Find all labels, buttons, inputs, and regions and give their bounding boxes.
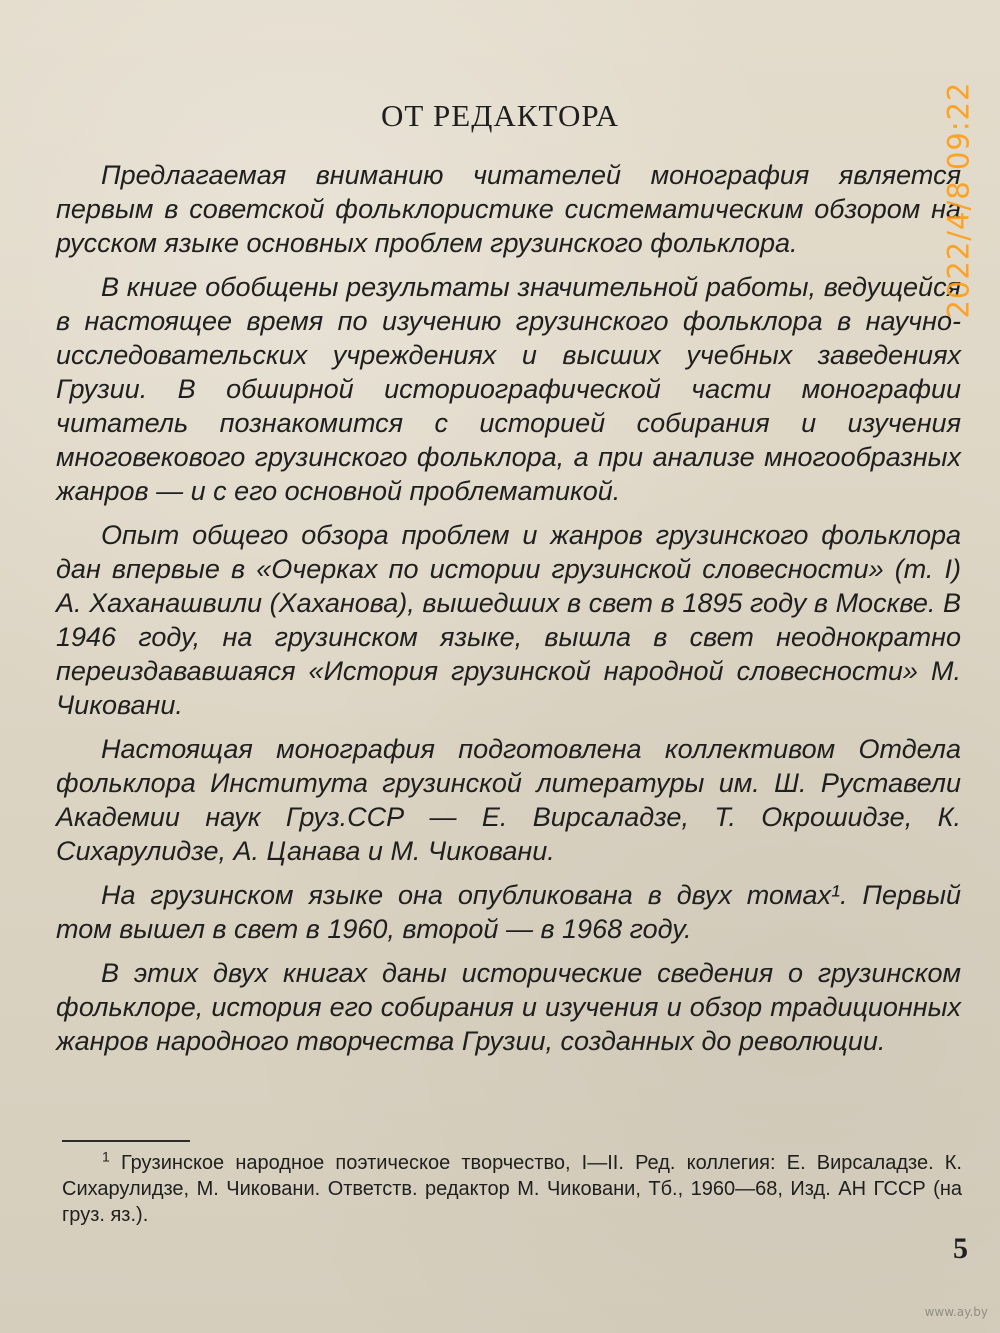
paragraph-5: На грузинском языке она опубликована в двух томах¹. Первый том вышел в свет в 1960, второй — в 1968 году. bbox=[56, 880, 961, 944]
footnote-text: Грузинское народное поэтическое творчество, I—II. Ред. коллегия: Е. Вирсаладзе. К. Сихарулидзе, М. Чиковани. Ответств. редактор М. Чиковани, Тб., 1960—68, Изд. АН ГССР (на груз. яз.). bbox=[62, 1152, 962, 1226]
footnote-divider bbox=[62, 1140, 190, 1142]
body-text bbox=[56, 158, 961, 1068]
photo-timestamp-text: 2022/4/8 09:22 bbox=[942, 81, 977, 319]
paragraph-4: Настоящая монография подготовлена коллективом Отдела фольклора Института грузинской литературы им. Ш. Руставели Академии наук Груз.ССР — Е. Вирсаладзе, Т. Окрошидзе, К. Сихарулидзе, А. Цанава и М. Чиковани. bbox=[56, 734, 961, 866]
footnote bbox=[62, 1150, 962, 1228]
site-watermark: www.ay.by bbox=[924, 1305, 988, 1319]
paragraph-2: В книге обобщены результаты значительной работы, ведущейся в настоящее время по изучению грузинского фольклора в научно-исследовательских учреждениях и высших учебных заведениях Грузии. В обширной историографической части монографии читатель познакомится с историей собирания и изучения многовекового грузинского фольклора, а при анализе многообразных жанров — и с его основной проблематикой. bbox=[56, 272, 961, 506]
page-title: ОТ РЕДАКТОРА bbox=[380, 98, 620, 133]
page-number: 5 bbox=[953, 1232, 968, 1265]
footnote-marker: 1 bbox=[102, 1148, 110, 1165]
paragraph-1: Предлагаемая вниманию читателей монография является первым в советской фольклористике систематическим обзором на русском языке основных проблем грузинского фольклора. bbox=[56, 160, 961, 258]
paragraph-6: В этих двух книгах даны исторические сведения о грузинском фольклоре, история его собирания и изучения и обзор традиционных жанров народного творчества Грузии, созданных до революции. bbox=[56, 958, 961, 1056]
paragraph-3: Опыт общего обзора проблем и жанров грузинского фольклора дан впервые в «Очерках по истории грузинской словесности» (т. I) А. Хаханашвили (Хаханова), вышедших в свет в 1895 году в Москве. В 1946 году, на грузинском языке, вышла в свет неоднократно переиздававшаяся «История грузинской народной словесности» М. Чиковани. bbox=[56, 520, 961, 720]
photo-timestamp bbox=[924, 0, 994, 400]
